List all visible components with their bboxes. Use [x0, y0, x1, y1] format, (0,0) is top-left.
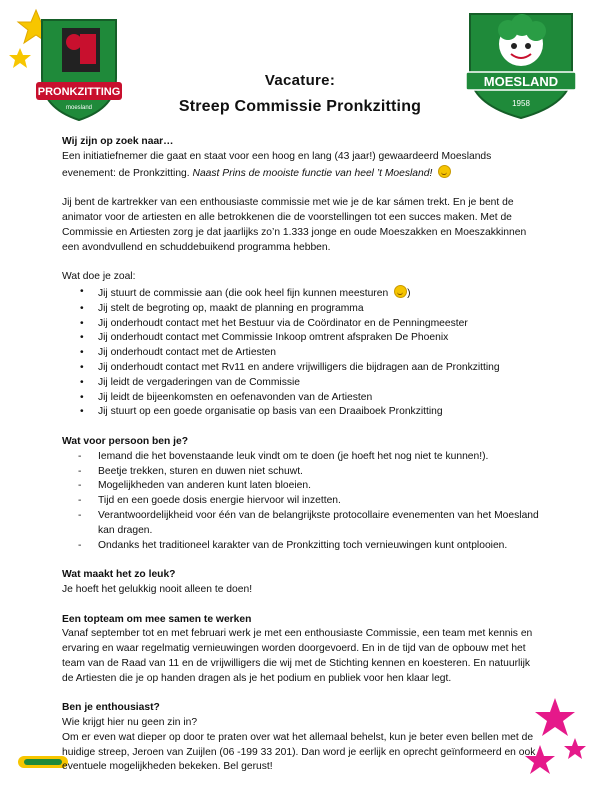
- section-heading-person: Wat voor persoon ben je?: [62, 435, 189, 447]
- list-item: - Iemand die het bovenstaande leuk vindt om te doen (je hoeft het nog niet te kunnen!).: [62, 450, 540, 465]
- smiley-icon: [394, 285, 407, 298]
- section-heading-team: Een topteam om mee samen te werken: [62, 613, 252, 625]
- list-item: - Ondanks het traditioneel karakter van de Pronkzitting toch vernieuwingen kunt ontplooien.: [62, 539, 540, 554]
- title-vacature: Vacature:: [264, 72, 336, 89]
- team-text: Vanaf september tot en met februari werk je met een enthousiaste Commissie, een team met kennis en ervaring en waar regelmatig vernieuwingen worden doorgevoerd. En in de tijd van de opbouw met het team van de Raad van 11 en de vrijwilligers die wij met de Stichting kennen en koesteren. En natuurlijk de Artiesten die je op handen dragen als je het podium en publiek voor hen klaar legt.: [62, 628, 533, 684]
- moesland-logo-text: MOESLAND: [483, 74, 559, 89]
- list-item: • Jij onderhoudt contact met de Artiesten: [62, 346, 540, 361]
- list-item: • Jij stelt de begroting op, maakt de planning en programma: [62, 302, 540, 317]
- moesland-logo-year: 1958: [512, 99, 530, 108]
- pronkzitting-logo-sub: moesland: [65, 105, 93, 111]
- section-heading-tasks: Wat doe je zoal:: [62, 271, 136, 283]
- intro-paragraph: [62, 150, 540, 182]
- person-list: [62, 450, 540, 554]
- list-item: • Jij stuurt de commissie aan (die ook heel fijn kunnen meesturen ): [62, 285, 540, 302]
- list-item: • Jij leidt de vergaderingen van de Commissie: [62, 376, 540, 391]
- enthusiast-line: Wie krijgt hier nu geen zin in?: [62, 717, 198, 729]
- list-item: • Jij onderhoudt contact met Rv11 en andere vrijwilligers die bijdragen aan de Pronkzitting: [62, 361, 540, 376]
- fun-text: Je hoeft het gelukkig nooit alleen te doen!: [62, 583, 253, 595]
- list-item: • Jij onderhoudt contact met Commissie Inkoop omtrent afspraken De Phoenix: [62, 331, 540, 346]
- task-list: [62, 285, 540, 420]
- document-body: [62, 135, 540, 775]
- enthusiast-text: Om er even wat dieper op door te praten over wat het allemaal behelst, kun je beter even bellen met de huidige streep, Jeroen van Zuijlen (06 -199 33 201). Dan word je eerlijk en oprecht geïnformeerd en ook eventuele mogelijkheden bekeken. Bel gerust!: [62, 731, 536, 773]
- list-item: • Jij stuurt op een goede organisatie op basis van een Draaiboek Pronkzitting: [62, 405, 540, 420]
- pronkzitting-logo: [6, 8, 144, 124]
- section-heading-fun: Wat maakt het zo leuk?: [62, 569, 176, 581]
- list-item: • Jij onderhoudt contact met het Bestuur via de Coördinator en de Penningmeester: [62, 317, 540, 332]
- list-item: - Beetje trekken, sturen en duwen niet schuwt.: [62, 465, 540, 480]
- footer-logo: [18, 752, 68, 772]
- intro-italic: Naast Prins de mooiste functie van heel ’t Moesland!: [192, 167, 433, 179]
- section-heading-enthusiast: Ben je enthousiast?: [62, 702, 160, 714]
- section-heading-intro: Wij zijn op zoek naar…: [62, 136, 174, 147]
- list-item: - Verantwoordelijkheid voor één van de belangrijkste protocollaire evenementen van het Moesland kan dragen.: [62, 509, 540, 539]
- moesland-logo: [462, 8, 580, 120]
- title-position: Streep Commissie Pronkzitting: [178, 98, 422, 115]
- smiley-icon: [438, 165, 451, 178]
- title-block: [150, 72, 450, 116]
- list-item: - Mogelijkheden van anderen kunt laten bloeien.: [62, 479, 540, 494]
- kartrekker-paragraph: Jij bent de kartrekker van een enthousiaste commissie met wie je de kar sámen trekt. En je bent de animator voor de artiesten en alle betrokkenen die de voorstellingen tot een succes maken. Met de Commissie en Artiesten zorg je dat jaarlijks zo’n 1.333 jonge en oude Moeszakken en Moeszakkinnen een avondvullend en schuddebuikend programma hebben.: [62, 197, 527, 253]
- list-item: - Tijd en een goede dosis energie hiervoor wil inzetten.: [62, 494, 540, 509]
- intro-text: Een initiatiefnemer die gaat en staat voor een hoog en lang (43 jaar!) gewaardeerd Moeslands evenement: de Pronkzitting.: [62, 150, 492, 179]
- pronkzitting-logo-text: PRONKZITTING: [37, 86, 121, 98]
- list-item: • Jij leidt de bijeenkomsten en oefenavonden van de Artiesten: [62, 391, 540, 406]
